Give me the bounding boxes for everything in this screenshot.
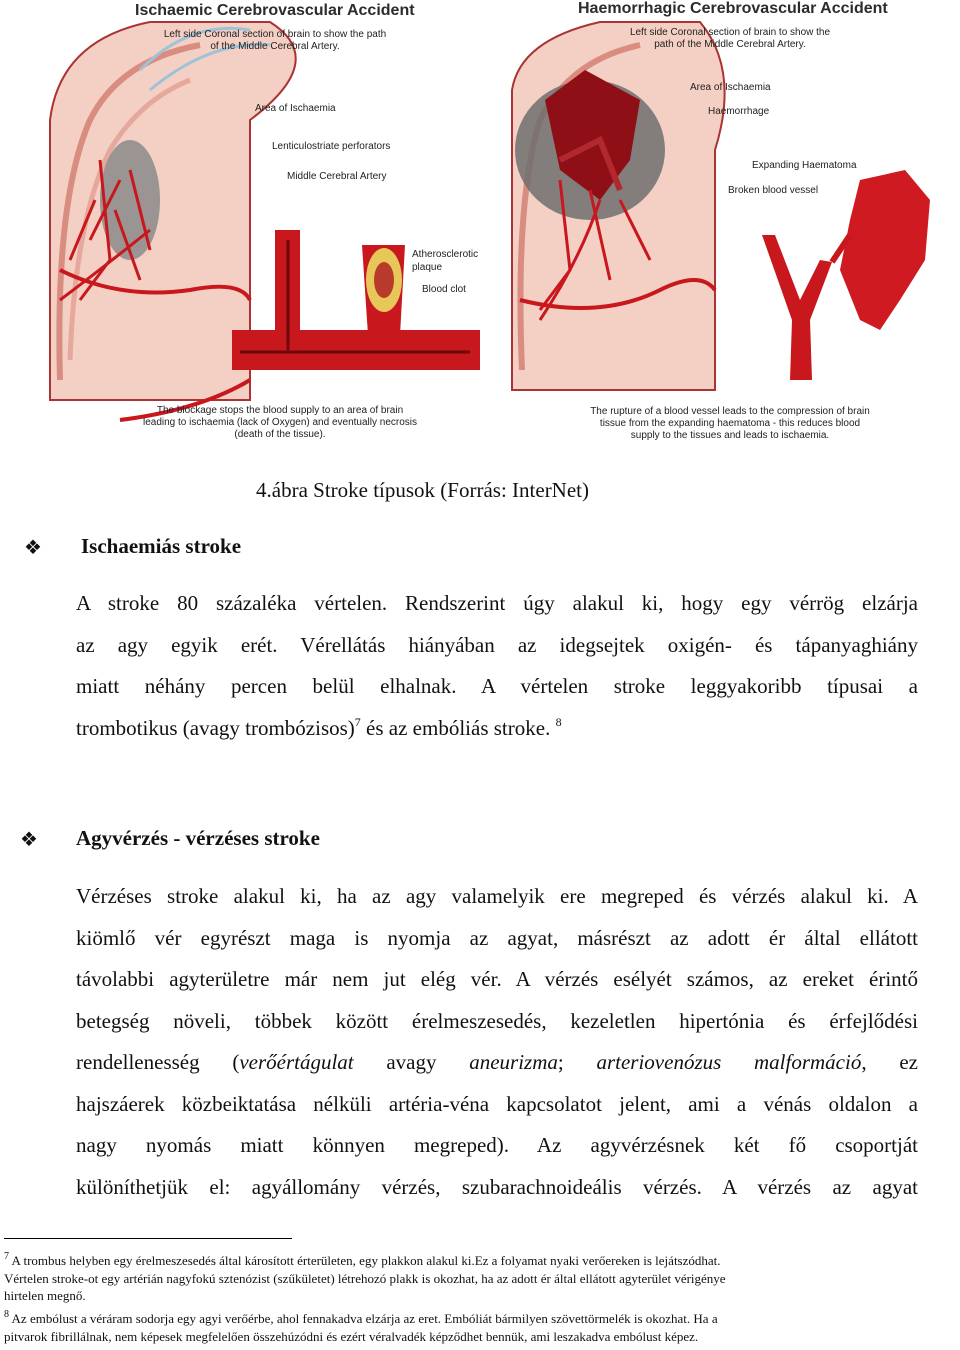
- footnote-line: Vértelen stroke-ot egy artérián nagyfokú sztenózist (szűkületet) létrehozó plakk is okozhat, ha az adott ér által ellátott agyterület vérigénye: [4, 1270, 726, 1286]
- right-brain-section: [512, 22, 725, 390]
- label-broken-blood-vessel: Broken blood vessel: [728, 185, 819, 196]
- text-line: [76, 1042, 918, 1084]
- footnote-text: Az embólust a véráram sodorja egy agyi verőérbe, ahol fennakadva elzárja az eret. Embóliát bármilyen szövettörmelék is okozhat. Ha a: [11, 1311, 718, 1326]
- text-line: miatt néhány percen belül elhalnak. A vértelen stroke leggyakoribb típusai a: [76, 674, 918, 698]
- label-area-of-ischaemia-right: Area of Ischaemia: [690, 82, 771, 93]
- text-line: távolabbi agyterületre már nem jut elég vér. A vérzés esélyét számos, az ereket érintő: [76, 967, 918, 991]
- paragraph-ischaemic: [76, 583, 918, 749]
- text-segment: , ez: [861, 1050, 918, 1074]
- figure-right-note: The rupture of a blood vessel leads to the compression of brain tissue from the expanding haematoma - this reduces blood supply to the tissues and leads to ischaemia.: [590, 406, 870, 441]
- footnote-line: [4, 1310, 924, 1328]
- text-line: nagy nyomás miatt könnyen megreped). Az agyvérzésnek két fő csoportját: [76, 1133, 918, 1157]
- label-expanding-haematoma: Expanding Haematoma: [752, 160, 857, 171]
- expanding-haematoma: [840, 170, 930, 330]
- text-line: Vérzéses stroke alakul ki, ha az agy valamelyik ere megreped és vérzés alakul ki. A: [76, 884, 918, 908]
- text-segment: ;: [557, 1050, 597, 1074]
- text-line: kiömlő vér egyrészt maga is nyomja az agyat, másrészt az adott ér által ellátott: [76, 925, 918, 950]
- footnote-ref-8[interactable]: 8: [555, 714, 562, 729]
- italic-term: aneurizma: [469, 1050, 558, 1074]
- right-vessel-detail: [762, 170, 930, 380]
- footnote-number: 8: [4, 1309, 9, 1320]
- footnote-line: pitvarok fibrillálnak, nem képesek megfelelően összehúzódni és ezért véralvadék képződhet bennük, ami leszakadva embólust képez.: [4, 1328, 699, 1344]
- paragraph-haemorrhagic: [76, 876, 918, 1208]
- section-heading-haemorrhagic: Agyvérzés - vérzéses stroke: [76, 826, 320, 850]
- footnote-ref-7[interactable]: 7: [354, 714, 361, 729]
- label-middle-cerebral-artery: Middle Cerebral Artery: [287, 171, 387, 182]
- text-segment: rendellenesség (: [76, 1050, 240, 1074]
- text-line: [76, 708, 918, 750]
- figure-left-subtitle: Left side Coronal section of brain to show the path of the Middle Cerebral Artery.: [163, 29, 387, 52]
- stroke-illustration: [0, 0, 960, 460]
- figure-caption: 4.ábra Stroke típusok (Forrás: InterNet): [256, 478, 589, 502]
- figure-left-note: The blockage stops the blood supply to an area of brain leading to ischaemia (lack of Oxygen) and eventually necrosis (death of the tissue).: [142, 405, 418, 440]
- text-line: A stroke 80 százaléka vértelen. Rendszerint úgy alakul ki, hogy egy vérrög elzárja: [76, 591, 918, 615]
- label-blood-clot: Blood clot: [422, 284, 466, 295]
- footnote-line: hirtelen megnő.: [4, 1288, 86, 1303]
- footnote-separator: [4, 1238, 292, 1239]
- label-haemorrhage: Haemorrhage: [708, 106, 770, 117]
- footnote-7: [4, 1252, 924, 1305]
- text-line: különíthetjük el: agyállomány vérzés, szubarachnoideális vérzés. A vérzés az agyat: [76, 1174, 918, 1199]
- footnote-text: A trombus helyben egy érelmeszesedés által károsított érterületen, egy plakkon alakul ki.Ez a folyamat nyaki verőereken is lejátszódhat.: [11, 1253, 721, 1268]
- footnote-number: 7: [4, 1251, 9, 1262]
- label-area-of-ischaemia-left: Area of Ischaemia: [255, 103, 336, 114]
- text-line: az agy egyik erét. Vérellátás hiányában az idegsejtek oxigén- és tápanyaghiány: [76, 632, 918, 657]
- bullet-diamond-icon: ❖: [24, 537, 42, 559]
- label-atherosclerotic-plaque: Atherosclerotic plaque: [412, 249, 479, 273]
- figure-left-title: Ischaemic Cerebrovascular Accident: [135, 2, 415, 19]
- footnote-line: [4, 1252, 924, 1270]
- section-heading-ischaemic: Ischaemiás stroke: [81, 534, 242, 558]
- footnote-8: [4, 1310, 924, 1345]
- text-line: hajszáerek közbeiktatása nélküli artéria-véna kapcsolatot jelent, ami a vénás oldalon a: [76, 1091, 918, 1116]
- stroke-types-figure: [0, 0, 960, 460]
- italic-term: arteriovenózus malformáció: [596, 1050, 862, 1074]
- text-line: betegség növeli, többek között érelmeszesedés, kezeletlen hipertónia és érfejlődési: [76, 1008, 918, 1033]
- text-segment: trombotikus (avagy trombózisos): [76, 715, 355, 740]
- italic-term: verőértágulat: [239, 1050, 354, 1074]
- text-segment: és az embóliás stroke.: [360, 715, 556, 740]
- figure-right-title: Haemorrhagic Cerebrovascular Accident: [578, 0, 888, 17]
- label-lenticulostriate: Lenticulostriate perforators: [272, 141, 391, 152]
- text-segment: avagy: [353, 1050, 470, 1074]
- bullet-diamond-icon: ❖: [20, 829, 38, 851]
- figure-right-subtitle: Left side Coronal section of brain to show the path of the Middle Cerebral Artery.: [629, 27, 831, 50]
